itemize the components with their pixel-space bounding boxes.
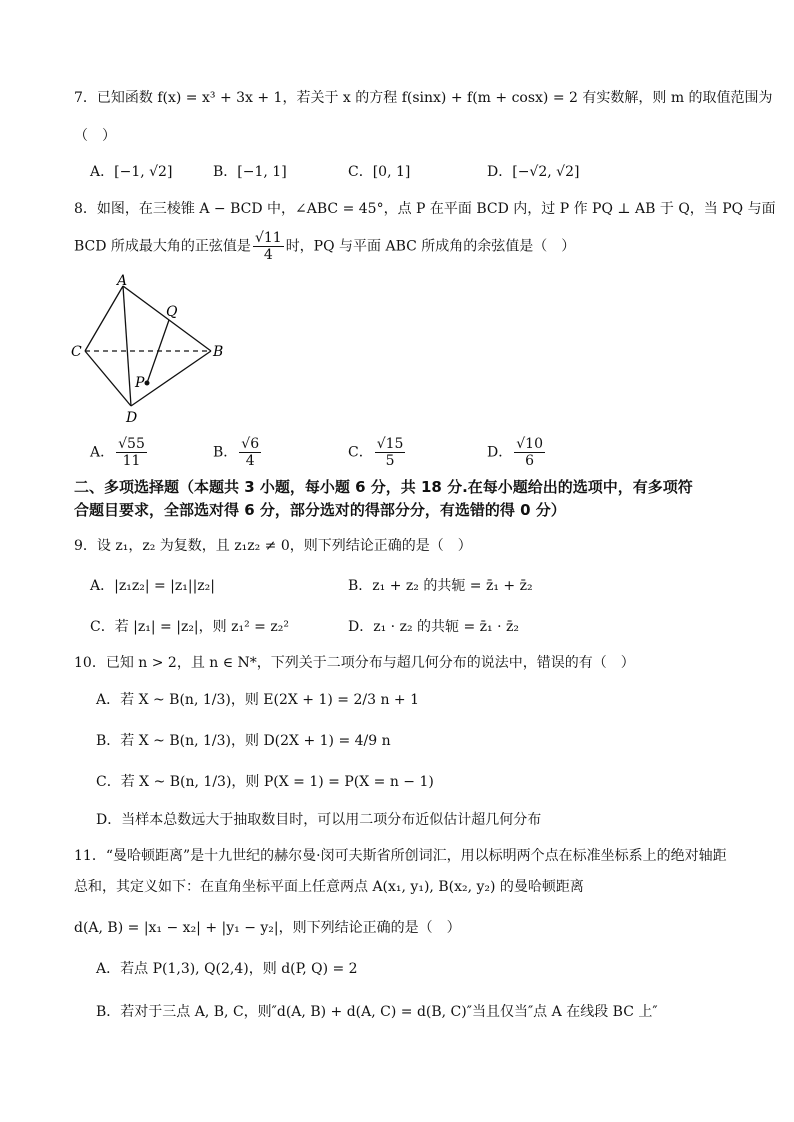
q11-line3: d(A, B) = |x₁ − x₂| + |y₁ − y₂|，则下列结论正确的是（ ） — [74, 920, 461, 936]
q11-line2: 总和，其定义如下：在直角坐标平面上任意两点 A(x₁, y₁), B(x₂, y₂) 的曼哈顿距离 — [74, 879, 584, 895]
section2-heading-line2: 合题目要求，全部选对得 6 分，部分选对的得部分分，有选错的得 0 分） — [74, 501, 566, 519]
q8-line2: BCD 所成最大角的正弦值是 $\frac{√11}{4}$ 时，PQ 与平面 ABC 所成角的余弦值是（ ） — [74, 230, 576, 263]
q8-option-a[interactable]: A． $\frac{√55}{11}$ — [90, 436, 145, 469]
q8-line1: 8．如图，在三棱锥 A − BCD 中，∠ABC = 45°，点 P 在平面 BCD 内，过 P 作 PQ ⊥ AB 于 Q，当 PQ 与面 — [74, 201, 776, 217]
q11-option-b[interactable]: B．若对于三点 A, B, C，则″d(A, B) + d(A, C) = d(B, C)″当且仅当″点 A 在线段 BC 上″ — [96, 1004, 658, 1020]
q7-stem: 7．已知函数 f(x) = x³ + 3x + 1，若关于 x 的方程 f(sinx) + f(m + cosx) = 2 有实数解，则 m 的取值范围为 — [74, 90, 773, 106]
q7-paren: （ ） — [74, 128, 116, 144]
q9-option-d[interactable]: D．z₁ · z₂ 的共轭 = z̄₁ · z̄₂ — [348, 619, 519, 635]
q10-option-a[interactable]: A．若 X ~ B(n, 1/3)，则 E(2X + 1) = 2/3 n + 1 — [96, 692, 420, 708]
label-D: D — [126, 410, 138, 426]
section2-heading-line1: 二、多项选择题（本题共 3 小题，每小题 6 分，共 18 分.在每小题给出的选项中，有多项符 — [74, 478, 693, 496]
label-B: B — [213, 344, 224, 360]
q7-option-c[interactable]: C．[0, 1] — [348, 164, 411, 180]
label-C: C — [71, 344, 82, 360]
q9-option-a[interactable]: A．|z₁z₂| = |z₁||z₂| — [90, 578, 216, 594]
q8-option-d[interactable]: D． $\frac{√10}{6}$ — [487, 436, 543, 469]
q7-option-d[interactable]: D．[−√2, √2] — [487, 164, 580, 180]
q10-option-c[interactable]: C．若 X ~ B(n, 1/3)，则 P(X = 1) = P(X = n − 1) — [96, 774, 434, 790]
q10-option-d[interactable]: D．当样本总数远大于抽取数目时，可以用二项分布近似估计超几何分布 — [96, 812, 542, 828]
q7-option-b[interactable]: B．[−1, 1] — [213, 164, 287, 180]
q11-line1: 11．“曼哈顿距离”是十九世纪的赫尔曼·闵可夫斯省所创词汇，用以标明两个点在标准坐标系上的绝对轴距 — [74, 848, 727, 864]
tetrahedron-figure — [68, 272, 238, 432]
q10-option-b[interactable]: B．若 X ~ B(n, 1/3)，则 D(2X + 1) = 4/9 n — [96, 733, 391, 749]
q8-sine-fraction: $\frac{√11}{4}$ — [254, 230, 282, 263]
q11-option-a[interactable]: A．若点 P(1,3), Q(2,4)，则 d(P, Q) = 2 — [96, 961, 358, 977]
q9-option-b[interactable]: B．z₁ + z₂ 的共轭 = z̄₁ + z̄₂ — [348, 578, 533, 594]
label-Q: Q — [166, 304, 178, 320]
q8-option-b[interactable]: B． $\frac{√6}{4}$ — [213, 436, 260, 469]
q9-stem: 9．设 z₁，z₂ 为复数，且 z₁z₂ ≠ 0，则下列结论正确的是（ ） — [74, 538, 472, 554]
label-A: A — [117, 273, 128, 289]
q9-option-c[interactable]: C．若 |z₁| = |z₂|，则 z₁² = z₂² — [90, 619, 289, 635]
q10-stem: 10．已知 n > 2，且 n ∈ N*，下列关于二项分布与超几何分布的说法中，错误的有（ ） — [74, 655, 635, 671]
label-P: P — [135, 375, 145, 391]
q8-option-c[interactable]: C． $\frac{√15}{5}$ — [348, 436, 404, 469]
q7-option-a[interactable]: A．[−1, √2] — [90, 164, 173, 180]
